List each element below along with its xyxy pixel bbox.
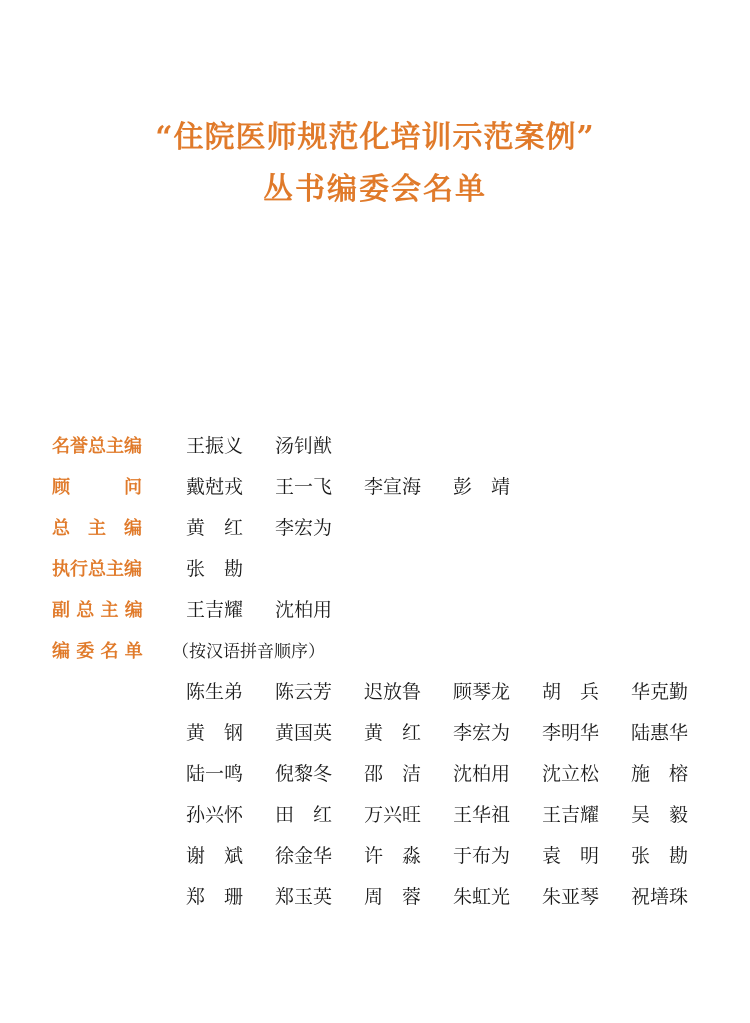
committee-member: 沈柏用 — [453, 763, 511, 785]
committee-order-note: （按汉语拼音顺序） — [172, 642, 325, 662]
role-names — [186, 554, 275, 581]
committee-row — [186, 875, 732, 916]
committee-row — [186, 752, 732, 793]
committee-member: 陆惠华 — [631, 722, 689, 744]
role-label: 总 主 编 — [52, 517, 142, 539]
committee-member: 迟放鲁 — [364, 681, 422, 703]
role-row-chief-editor — [52, 506, 732, 547]
person-name: 汤钊猷 — [275, 435, 333, 457]
role-row-advisor — [52, 465, 732, 506]
committee-header-row — [52, 629, 732, 670]
role-row-deputy-chief-editor — [52, 588, 732, 629]
committee-member: 张 勘 — [631, 845, 689, 867]
committee-member: 朱亚琴 — [542, 886, 600, 908]
role-names — [186, 431, 364, 458]
committee-member: 黄 钢 — [186, 722, 244, 744]
committee-member: 华克勤 — [631, 681, 689, 703]
person-name: 沈柏用 — [275, 599, 333, 621]
committee-member: 周 蓉 — [364, 886, 422, 908]
person-name: 李宏为 — [275, 517, 333, 539]
role-label: 副 总 主 编 — [52, 599, 143, 621]
committee-member: 倪黎冬 — [275, 763, 333, 785]
committee-member: 黄国英 — [275, 722, 333, 744]
committee-member: 吴 毅 — [631, 804, 689, 826]
person-name: 彭 靖 — [453, 476, 511, 498]
person-name: 李宣海 — [364, 476, 422, 498]
committee-member: 陈生弟 — [186, 681, 244, 703]
role-row-executive-chief-editor — [52, 547, 732, 588]
editorial-roster — [52, 424, 732, 916]
committee-member: 许 淼 — [364, 845, 422, 867]
role-label: 顾 问 — [52, 476, 142, 498]
committee-member: 朱虹光 — [453, 886, 511, 908]
person-name: 黄 红 — [186, 517, 244, 539]
role-names — [186, 513, 364, 540]
title-line-2: 丛书编委会名单 — [263, 172, 487, 207]
committee-member: 陆一鸣 — [186, 763, 244, 785]
committee-member: 袁 明 — [542, 845, 600, 867]
committee-member: 徐金华 — [275, 845, 333, 867]
book-series-title — [0, 118, 750, 210]
committee-member: 邵 洁 — [364, 763, 422, 785]
committee-member: 李明华 — [542, 722, 600, 744]
committee-row — [186, 834, 732, 875]
committee-member: 李宏为 — [453, 722, 511, 744]
committee-member: 于布为 — [453, 845, 511, 867]
person-name: 王振义 — [186, 435, 244, 457]
committee-member: 祝墡珠 — [631, 886, 689, 908]
committee-member: 沈立松 — [542, 763, 600, 785]
committee-member: 郑 珊 — [186, 886, 244, 908]
committee-member: 施 榕 — [631, 763, 689, 785]
committee-row — [186, 711, 732, 752]
committee-member: 王华祖 — [453, 804, 511, 826]
committee-member: 田 红 — [275, 804, 333, 826]
role-label: 执行总主编 — [52, 558, 142, 580]
committee-member: 万兴旺 — [364, 804, 422, 826]
committee-member: 陈云芳 — [275, 681, 333, 703]
committee-member: 顾琴龙 — [453, 681, 511, 703]
role-row-honorary-chief-editor — [52, 424, 732, 465]
committee-member: 郑玉英 — [275, 886, 333, 908]
committee-member: 王吉耀 — [542, 804, 600, 826]
person-name: 戴尅戎 — [186, 476, 244, 498]
committee-row — [186, 793, 732, 834]
committee-member: 胡 兵 — [542, 681, 600, 703]
role-names — [186, 472, 542, 499]
committee-member: 谢 斌 — [186, 845, 244, 867]
committee-member: 黄 红 — [364, 722, 422, 744]
person-name: 王一飞 — [275, 476, 333, 498]
role-names — [186, 595, 364, 622]
person-name: 王吉耀 — [186, 599, 244, 621]
committee-label: 编 委 名 单 — [52, 640, 143, 662]
person-name: 张 勘 — [186, 558, 244, 580]
committee-member: 孙兴怀 — [186, 804, 244, 826]
role-label: 名誉总主编 — [52, 435, 142, 457]
committee-row — [186, 670, 732, 711]
title-line-1: “住院医师规范化培训示范案例” — [155, 120, 595, 155]
